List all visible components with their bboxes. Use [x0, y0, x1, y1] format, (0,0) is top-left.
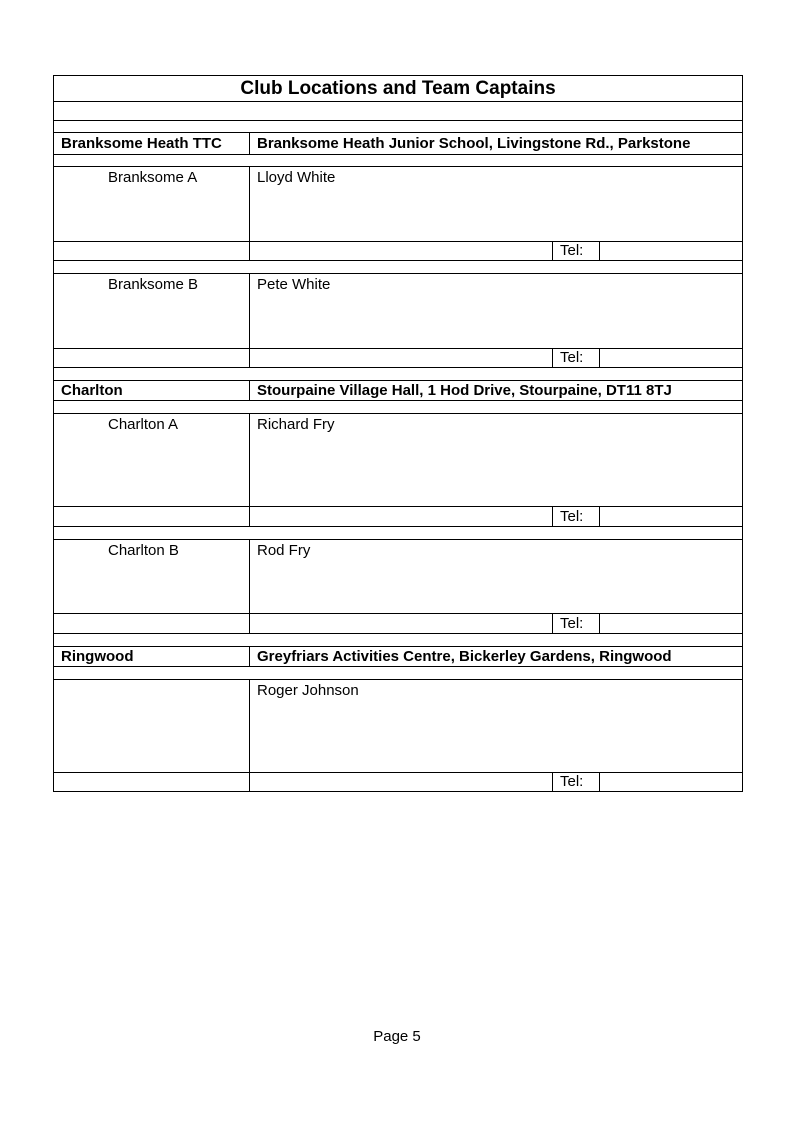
- tel-label: Tel:: [553, 507, 600, 527]
- captain-name: Pete White: [250, 274, 743, 349]
- tel-label: Tel:: [553, 614, 600, 634]
- tel-row: [54, 773, 743, 792]
- tel-row: [54, 507, 743, 527]
- tel-row: [54, 242, 743, 261]
- spacer-row: [54, 401, 743, 414]
- captain-name: Richard Fry: [250, 414, 743, 507]
- team-name: [54, 680, 250, 773]
- tel-row: [54, 614, 743, 634]
- tel-value: [600, 773, 743, 792]
- tel-value: [600, 507, 743, 527]
- tel-value: [600, 349, 743, 368]
- team-name: Charlton A: [54, 414, 250, 507]
- club-row: [54, 381, 743, 401]
- captain-name: Roger Johnson: [250, 680, 743, 773]
- club-venue: Stourpaine Village Hall, 1 Hod Drive, Stourpaine, DT11 8TJ: [250, 381, 743, 401]
- club-row: [54, 647, 743, 667]
- tel-label: Tel:: [553, 773, 600, 792]
- team-name: Branksome A: [54, 167, 250, 242]
- team-row: [54, 274, 743, 349]
- captain-name: Lloyd White: [250, 167, 743, 242]
- spacer-row: [54, 368, 743, 381]
- tel-label: Tel:: [553, 242, 600, 261]
- club-name: Branksome Heath TTC: [54, 133, 250, 155]
- tel-label: Tel:: [553, 349, 600, 368]
- tel-row: [54, 349, 743, 368]
- page-number: Page 5: [373, 1028, 421, 1045]
- team-row: [54, 680, 743, 773]
- tel-value: [600, 242, 743, 261]
- document-title: Club Locations and Team Captains: [54, 76, 743, 102]
- spacer-row: [54, 155, 743, 167]
- spacer-row: [54, 634, 743, 647]
- spacer-row: [54, 261, 743, 274]
- team-row: [54, 414, 743, 507]
- club-locations-table: [53, 75, 743, 792]
- team-name: Branksome B: [54, 274, 250, 349]
- spacer-row: [54, 527, 743, 540]
- captain-name: Rod Fry: [250, 540, 743, 614]
- club-venue: Branksome Heath Junior School, Livingstone Rd., Parkstone: [250, 133, 743, 155]
- team-row: [54, 167, 743, 242]
- club-row: [54, 133, 743, 155]
- team-name: Charlton B: [54, 540, 250, 614]
- club-venue: Greyfriars Activities Centre, Bickerley Gardens, Ringwood: [250, 647, 743, 667]
- club-name: Charlton: [54, 381, 250, 401]
- spacer-row: [54, 102, 743, 121]
- tel-value: [600, 614, 743, 634]
- team-row: [54, 540, 743, 614]
- club-name: Ringwood: [54, 647, 250, 667]
- spacer-row: [54, 667, 743, 680]
- spacer-row: [54, 121, 743, 133]
